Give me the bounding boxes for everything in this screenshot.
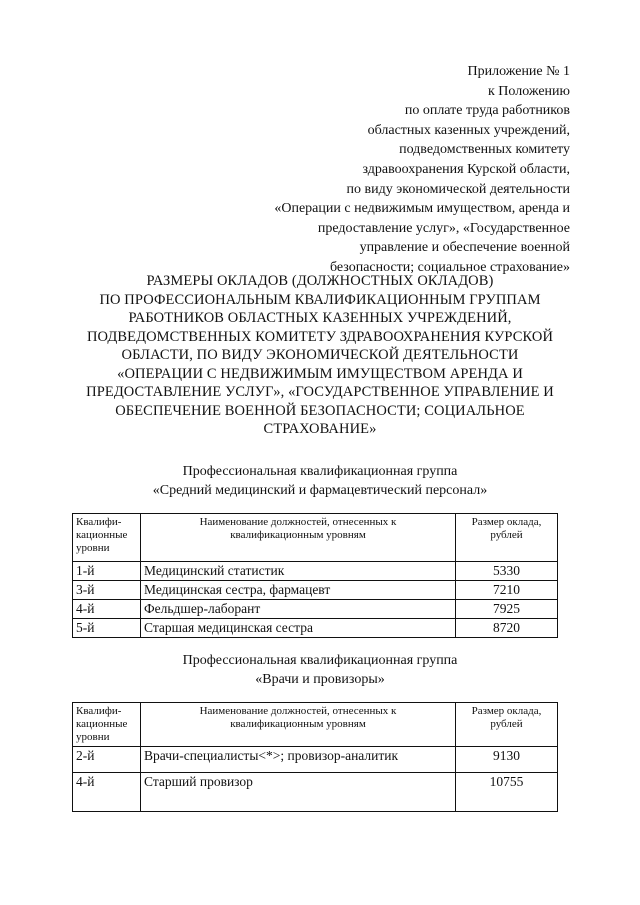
header-position: Наименование должностей, отнесенных к квалификационным уровням <box>141 514 456 562</box>
title-line: «ОПЕРАЦИИ С НЕДВИЖИМЫМ ИМУЩЕСТВОМ АРЕНДА И <box>117 365 523 382</box>
table-row <box>73 581 558 600</box>
cell-level: 1-й <box>73 562 141 581</box>
title-line: ОБЕСПЕЧЕНИЕ ВОЕННОЙ БЕЗОПАСНОСТИ; СОЦИАЛЬНОЕ <box>115 402 525 419</box>
group-caption-doctors <box>60 651 580 689</box>
cell-position: Старшая медицинская сестра <box>141 619 456 638</box>
table-header-row <box>73 703 558 747</box>
annex-line: областных казенных учреждений, <box>367 122 570 138</box>
cell-position: Врачи-специалисты<*>; провизор-аналитик <box>141 747 456 773</box>
annex-line: управление и обеспечение военной <box>359 240 570 256</box>
salary-table-nursing <box>72 513 558 638</box>
cell-level: 5-й <box>73 619 141 638</box>
annex-line: здравоохранения Курской области, <box>362 161 570 177</box>
cell-level: 2-й <box>73 747 141 773</box>
cell-position: Медицинский статистик <box>141 562 456 581</box>
header-salary: Размер оклада, рублей <box>456 514 558 562</box>
annex-line: к Положению <box>487 83 570 99</box>
document-title <box>60 272 580 439</box>
title-line: ПОДВЕДОМСТВЕННЫХ КОМИТЕТУ ЗДРАВООХРАНЕНИЯ КУРСКОЙ <box>86 328 554 345</box>
table-row <box>73 562 558 581</box>
table-row <box>73 773 558 812</box>
cell-salary: 7925 <box>456 600 558 619</box>
group-caption-line: «Врачи и провизоры» <box>255 672 385 687</box>
group-caption-line: Профессиональная квалификационная группа <box>182 464 458 479</box>
cell-level: 3-й <box>73 581 141 600</box>
cell-salary: 5330 <box>456 562 558 581</box>
title-line: РАЗМЕРЫ ОКЛАДОВ (ДОЛЖНОСТНЫХ ОКЛАДОВ) <box>146 273 494 289</box>
header-level: Квалифи- кационные уровни <box>73 703 141 747</box>
cell-position: Фельдшер-лаборант <box>141 600 456 619</box>
cell-salary: 9130 <box>456 747 558 773</box>
cell-salary: 8720 <box>456 619 558 638</box>
annex-line: Приложение № 1 <box>467 64 570 79</box>
salary-table-doctors <box>72 702 558 812</box>
table-header-row <box>73 514 558 562</box>
cell-position: Медицинская сестра, фармацевт <box>141 581 456 600</box>
annex-line: по оплате труда работников <box>404 103 570 119</box>
header-salary: Размер оклада, рублей <box>456 703 558 747</box>
annex-reference <box>210 62 570 278</box>
cell-level: 4-й <box>73 600 141 619</box>
cell-salary: 7210 <box>456 581 558 600</box>
header-position: Наименование должностей, отнесенных к квалификационным уровням <box>141 703 456 747</box>
group-caption-nursing <box>60 462 580 500</box>
title-line: ОБЛАСТИ, ПО ВИДУ ЭКОНОМИЧЕСКОЙ ДЕЯТЕЛЬНОСТИ <box>121 347 519 363</box>
annex-line: по виду экономической деятельности <box>346 181 570 197</box>
title-line: СТРАХОВАНИЕ» <box>263 421 377 437</box>
cell-position: Старший провизор <box>141 773 456 812</box>
cell-level: 4-й <box>73 773 141 812</box>
title-line: ПРЕДОСТАВЛЕНИЕ УСЛУГ», «ГОСУДАРСТВЕННОЕ УПРАВЛЕНИЕ И <box>86 384 554 400</box>
title-line: ПО ПРОФЕССИОНАЛЬНЫМ КВАЛИФИКАЦИОННЫМ ГРУППАМ <box>99 291 541 308</box>
annex-line: безопасности; социальное страхование» <box>329 259 570 275</box>
table-row <box>73 747 558 773</box>
title-line: РАБОТНИКОВ ОБЛАСТНЫХ КАЗЕННЫХ УЧРЕЖДЕНИЙ, <box>128 310 512 326</box>
cell-salary: 10755 <box>456 773 558 812</box>
annex-line: «Операции с недвижимым имуществом, аренда и <box>274 201 570 217</box>
header-level: Квалифи- кационные уровни <box>73 514 141 562</box>
table-row <box>73 619 558 638</box>
table-row <box>73 600 558 619</box>
annex-line: подведомственных комитету <box>399 142 570 158</box>
group-caption-line: Профессиональная квалификационная группа <box>182 653 458 668</box>
annex-line: предоставление услуг», «Государственное <box>317 220 570 236</box>
group-caption-line: «Средний медицинский и фармацевтический персонал» <box>152 483 488 498</box>
